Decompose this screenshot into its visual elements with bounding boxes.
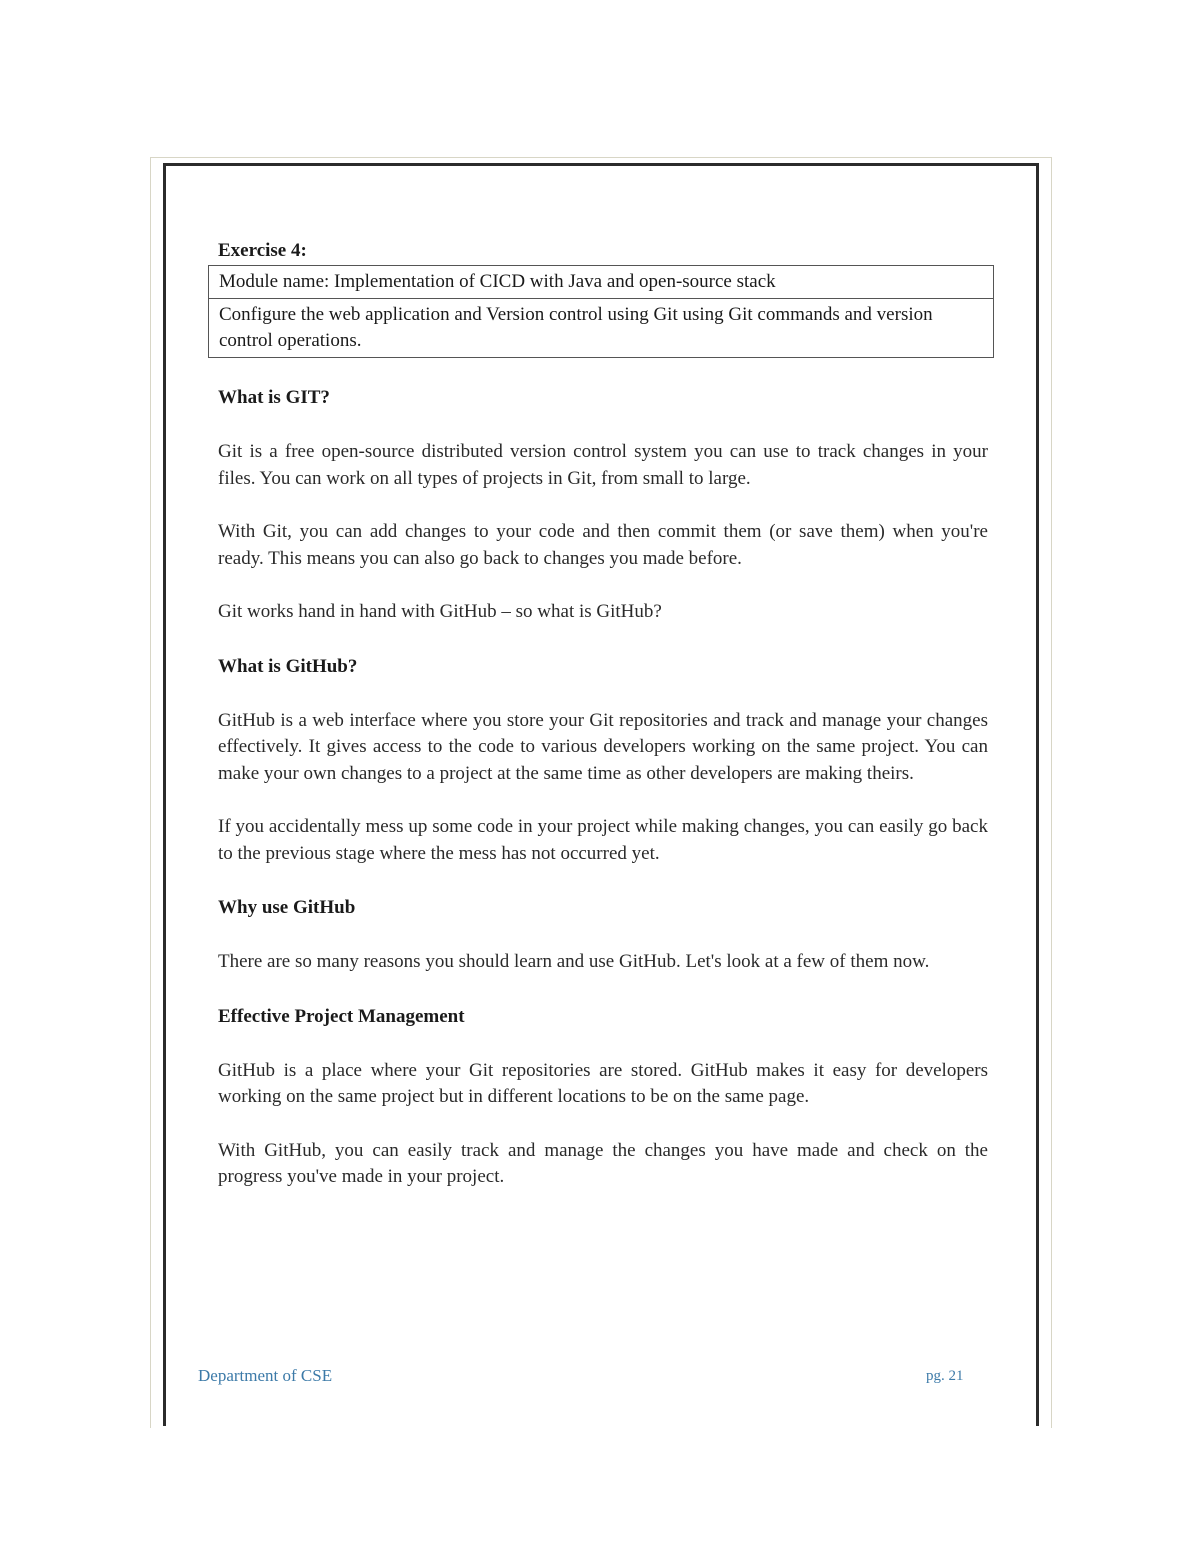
exercise-description-cell: Configure the web application and Version control using Git using Git commands and version control operations. [209,299,994,358]
heading-effective-project-management: Effective Project Management [218,1005,465,1027]
paragraph: GitHub is a web interface where you store your Git repositories and track and manage your changes effectively. It gives access to the code to various developers working on the same project. You can make your own changes to a project at the same time as other developers are making theirs. [218,709,988,784]
paragraph: If you accidentally mess up some code in your project while making changes, you can easily go back to the previous stage where the mess has not occurred yet. [218,816,988,864]
page-content [218,240,988,1191]
heading-what-is-git: What is GIT? [218,387,330,408]
paragraph: Git is a free open-source distributed version control system you can use to track changes in your files. You can work on all types of projects in Git, from small to large. [218,441,988,489]
paragraph: Git works hand in hand with GitHub – so what is GitHub? [218,601,662,622]
module-name-cell: Module name: Implementation of CICD with Java and open-source stack [209,266,994,299]
footer-page-number: pg. 21 [926,1368,964,1384]
module-table [208,265,994,358]
paragraph: There are so many reasons you should learn and use GitHub. Let's look at a few of them now. [218,951,930,972]
exercise-title: Exercise 4: [218,240,307,261]
paragraph: With GitHub, you can easily track and manage the changes you have made and check on the progress you've made in your project. [218,1139,988,1187]
paragraph: With Git, you can add changes to your code and then commit them (or save them) when you're ready. This means you can also go back to changes you made before. [218,521,988,569]
heading-why-use-github: Why use GitHub [218,897,356,918]
paragraph: GitHub is a place where your Git repositories are stored. GitHub makes it easy for developers working on the same project but in different locations to be on the same page. [218,1059,988,1107]
heading-what-is-github: What is GitHub? [218,655,358,677]
footer-department: Department of CSE [198,1366,333,1385]
